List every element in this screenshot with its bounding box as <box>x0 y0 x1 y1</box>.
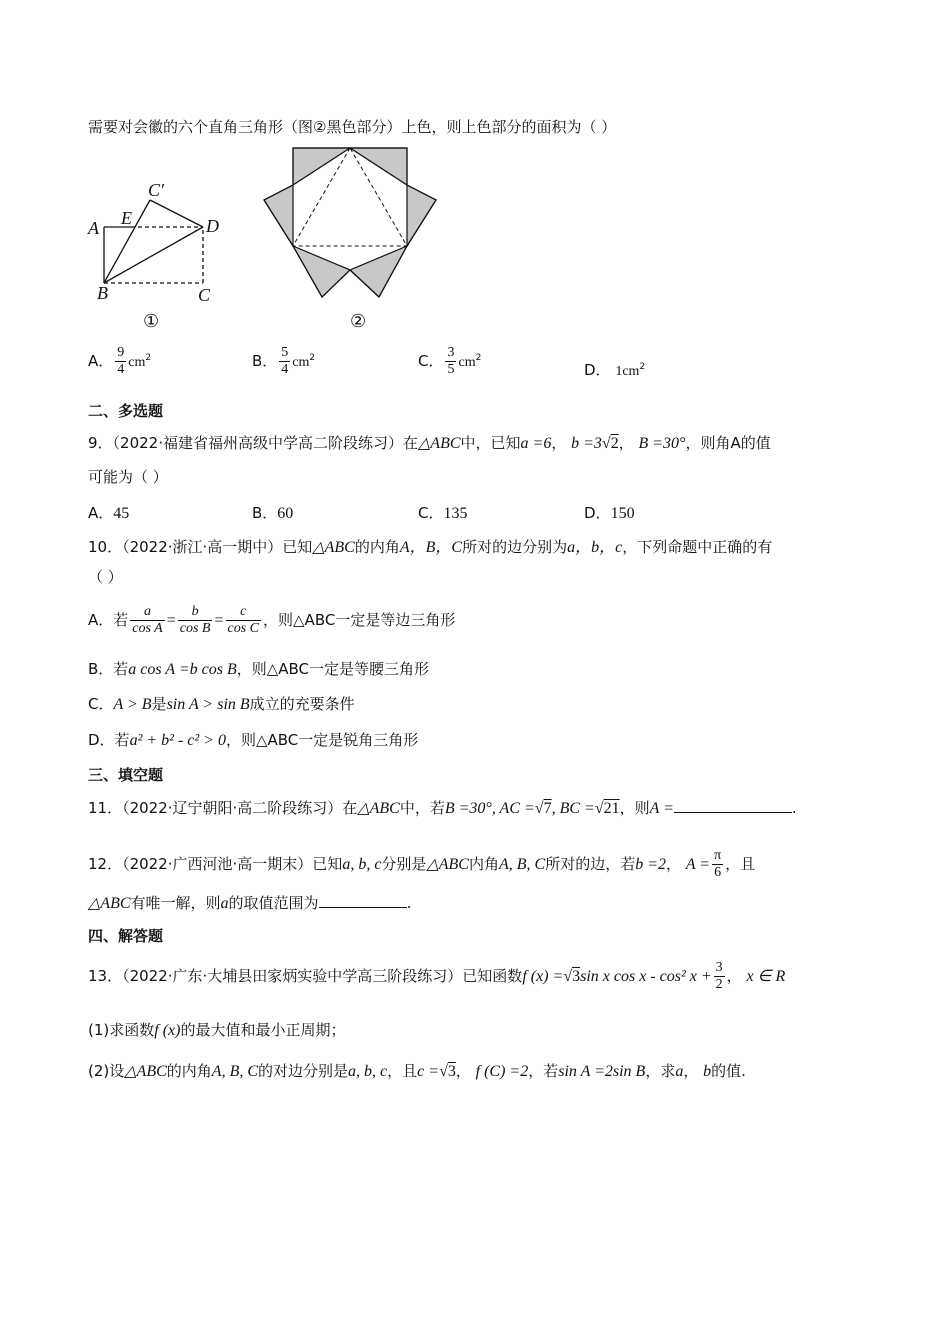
q10-line-1 <box>88 537 772 558</box>
q13-p1-label: (1)求函数 <box>88 1021 155 1039</box>
frac-den: cos C <box>227 621 260 636</box>
fig1-label-c: C <box>198 285 211 305</box>
q13-line-1: 13．（2022·广东·大埔县田家炳实验中学高三阶段练习）已知函数f (x) =√3sin x cos x - cos² x + $\frac{3}{2}$ ， x ∈ R <box>88 960 786 992</box>
fig1-label-a: A <box>88 218 99 238</box>
q13-p2-a: a <box>675 1063 684 1080</box>
q9-number: 9． <box>88 434 113 452</box>
q13-p2-sides: a, b, c <box>348 1063 388 1080</box>
section-heading-multi-choice: 二、多选题 <box>88 402 164 420</box>
q13-p2-text: 的内角 <box>166 1062 212 1080</box>
option-label: C． <box>418 352 444 370</box>
option-value: 60 <box>277 505 294 522</box>
q9-source: （2022·福建省福州高级中学高二阶段练习）在 <box>112 434 418 452</box>
frac-den: cos B <box>179 621 211 636</box>
q8-option-b[interactable]: B． $\frac{5}{4}$ $cm^2$ <box>252 345 316 377</box>
q10-sides: a，b，c <box>567 539 623 556</box>
unit: cm <box>292 355 310 370</box>
q13-p2-c-radicand: 3 <box>447 1063 456 1080</box>
q9-angle-b: B =30° <box>638 435 686 452</box>
segment-cprimed <box>150 200 203 227</box>
q11-text-2: ，则 <box>619 799 650 817</box>
q9-option-d[interactable] <box>584 503 635 524</box>
q13-p2-text-3: ，且 <box>387 1062 418 1080</box>
figure-2 <box>255 140 455 305</box>
q10-text: 的内角 <box>354 538 400 556</box>
q10-line-2: （ ） <box>88 568 123 586</box>
option-math: a cos A =b cos B <box>128 661 237 678</box>
option-text: 是 <box>151 695 167 713</box>
q11-end: . <box>791 799 797 817</box>
q13-p2-triangle: △ABC <box>124 1063 167 1080</box>
q12-end: . <box>406 894 412 912</box>
q9-triangle: △ABC <box>418 435 461 452</box>
q12-b-value: b =2 <box>635 856 667 873</box>
option-value: 135 <box>443 505 468 522</box>
q8-intro-text: 需要对会徽的六个直角三角形（图②黑色部分）上色，则上色部分的面积为（ ） <box>88 118 617 136</box>
q11-answer-label: A = <box>649 800 674 817</box>
option-text: ，则△ABC一定是等腰三角形 <box>236 660 430 678</box>
frac-den: cos A <box>132 621 163 636</box>
option-math: a² + b² - c² > 0 <box>129 732 226 749</box>
option-label: A． <box>88 352 114 370</box>
frac-den: 4 <box>117 362 125 377</box>
q13-radicand: 3 <box>572 968 581 985</box>
option-value: 1cm <box>615 364 640 379</box>
q10-option-c[interactable] <box>88 694 355 715</box>
fig1-label-d: D <box>206 216 219 236</box>
q10-text-3: ，下列命题中正确的有 <box>622 538 773 556</box>
unit: cm <box>128 355 146 370</box>
option-label: D． <box>584 504 611 522</box>
q13-p2-b: b <box>703 1063 712 1080</box>
option-label: C． <box>88 695 114 713</box>
q11-triangle: △ABC <box>357 800 400 817</box>
shaded-triangle-5 <box>293 246 350 297</box>
q9-b-radicand: 2 <box>610 435 619 452</box>
q11-text: 中，若 <box>399 799 445 817</box>
fig1-label-cprime: C′ <box>148 180 164 200</box>
q9-option-a[interactable] <box>88 503 129 524</box>
q13-part-1 <box>88 1020 345 1041</box>
option-math: A > B <box>113 696 152 713</box>
frac-num: 3 <box>715 960 723 975</box>
frac-num: 9 <box>117 345 125 360</box>
q13-p2-label: (2)设 <box>88 1062 125 1080</box>
q13-p2-text-4: ，若 <box>528 1062 559 1080</box>
q10-option-a[interactable]: A．若 $\frac{a}{\text{cos A}}$ = $\frac{b}{\text{cos B}}$ = $\frac{c}{\text{cos C}}$ ，则△ABC一定是等边三角形 <box>88 604 456 636</box>
q13-p1-function: f (x) <box>154 1022 181 1039</box>
q13-p2-text-5: ，求 <box>645 1062 676 1080</box>
unit: cm <box>458 355 476 370</box>
option-label: D． <box>584 361 611 379</box>
frac-den: 4 <box>281 362 289 377</box>
frac-den: 5 <box>447 362 455 377</box>
q9-text: 中，已知 <box>460 434 521 452</box>
option-label: A． <box>88 504 114 522</box>
q8-option-a[interactable]: A． $\frac{9}{4}$ $cm^2$ <box>88 345 152 377</box>
q11-radicand-1: 7 <box>543 800 552 817</box>
q10-option-b[interactable] <box>88 659 429 680</box>
q10-source: 10．（2022·浙江·高一期中）已知 <box>88 538 313 556</box>
option-text: ，则△ABC一定是等边三角形 <box>263 611 456 629</box>
q12-angles: A, B, C <box>498 856 546 873</box>
q11-line: 11．（2022·辽宁朝阳·高二阶段练习）在△ABC中，若B =30°, AC =√7, BC =√21，则A = . <box>88 799 797 817</box>
q11-source: 11．（2022·辽宁朝阳·高二阶段练习）在 <box>88 799 358 817</box>
frac-num: 5 <box>281 345 289 360</box>
option-text: ，则△ABC一定是锐角三角形 <box>225 731 419 749</box>
fig1-label-e: E <box>121 208 132 228</box>
q9-option-c[interactable] <box>418 503 467 524</box>
q13-domain: x ∈ R <box>746 968 786 985</box>
q9-text-2: ，则角A的值 <box>685 434 771 452</box>
frac-num: c <box>226 604 262 621</box>
q12-answer-blank[interactable] <box>319 893 407 908</box>
q12-a-var: a <box>220 895 229 912</box>
q12-text-6: 的取值范围为 <box>228 894 319 912</box>
frac-den: 6 <box>714 865 722 880</box>
q10-text-2: 所对的边分别为 <box>462 538 568 556</box>
shaded-triangle-6 <box>350 246 407 297</box>
q12-text-4: ，且 <box>725 855 756 873</box>
q12-text-3: 所对的边，若 <box>545 855 636 873</box>
q13-function: f (x) = <box>522 968 564 985</box>
frac-num: b <box>178 604 213 621</box>
option-value: 150 <box>610 505 635 522</box>
option-label: D．若 <box>88 731 130 749</box>
q12-line-2 <box>88 893 411 914</box>
q13-part-2: (2)设△ABC的内角A, B, C的对边分别是a, b, c，且c =√3， f (C) =2，若sin A =2sin B，求a， b的值. <box>88 1062 746 1080</box>
option-label: B． <box>252 352 278 370</box>
q12-text: 分别是 <box>381 855 427 873</box>
option-label: B． <box>252 504 278 522</box>
q11-answer-blank[interactable] <box>674 798 792 813</box>
q8-option-d[interactable]: D． $1cm^2$ <box>584 361 646 379</box>
q12-a-angle: A = <box>685 856 711 873</box>
shaded-triangle-3 <box>264 185 293 246</box>
section-heading-solve: 四、解答题 <box>88 927 164 945</box>
q10-angles: A，B，C <box>399 539 463 556</box>
q11-condition: B =30°, AC = <box>444 800 535 817</box>
q11-condition-2: , BC = <box>551 800 595 817</box>
q13-source: 13．（2022·广东·大埔县田家炳实验中学高三阶段练习）已知函数 <box>88 967 523 985</box>
q13-p2-end: 的值. <box>711 1062 746 1080</box>
q12-text-2: 内角 <box>468 855 499 873</box>
q9-a-value: a =6 <box>520 435 552 452</box>
q11-radicand-2: 21 <box>603 800 620 817</box>
frac-num: π <box>714 848 722 863</box>
option-label: B．若 <box>88 660 129 678</box>
section-heading-fill-in: 三、填空题 <box>88 766 164 784</box>
q13-p2-fc: f (C) =2 <box>475 1063 529 1080</box>
q13-expression: sin x cos x - cos² x + <box>580 968 712 985</box>
option-label: A．若 <box>88 611 129 629</box>
q13-p2-sin: sin A =2sin B <box>558 1063 646 1080</box>
q13-p1-text: 的最大值和最小正周期； <box>180 1021 346 1039</box>
shaded-triangle-4 <box>407 185 436 246</box>
q12-source: 12．（2022·广西河池·高一期末）已知 <box>88 855 343 873</box>
fig2-caption: ② <box>350 311 367 332</box>
q13-p2-text-2: 的对边分别是 <box>258 1062 349 1080</box>
q12-sides: a, b, c <box>342 856 382 873</box>
q12-line-1: 12．（2022·广西河池·高一期末）已知a, b, c分别是△ABC内角A, B, C所对的边，若b =2， A = $\frac{\pi}{6}$ ，且 <box>88 848 756 880</box>
option-value: 45 <box>113 505 130 522</box>
q12-triangle-2: △ABC <box>88 895 131 912</box>
q9-line-1: 9．（2022·福建省福州高级中学高二阶段练习）在△ABC中，已知a =6， b =3√2， B =30°，则角A的值 <box>88 434 771 452</box>
q9-b-value: b =3 <box>571 435 602 452</box>
frac-num: 3 <box>447 345 455 360</box>
frac-num: a <box>130 604 164 621</box>
q13-p2-c: c = <box>417 1063 440 1080</box>
q10-triangle: △ABC <box>312 539 355 556</box>
option-text-2: 成立的充要条件 <box>249 695 355 713</box>
option-math-2: sin A > sin B <box>166 696 250 713</box>
fig1-caption: ① <box>143 311 160 332</box>
fig1-label-b: B <box>97 283 108 303</box>
q10-option-d[interactable] <box>88 730 418 751</box>
frac-den: 2 <box>715 977 723 992</box>
q9-line-2: 可能为（ ） <box>88 468 168 486</box>
q13-p2-angles: A, B, C <box>211 1063 259 1080</box>
q12-triangle: △ABC <box>426 856 469 873</box>
q9-option-b[interactable] <box>252 503 293 524</box>
q12-text-5: 有唯一解，则 <box>130 894 221 912</box>
q8-option-c[interactable]: C． $\frac{3}{5}$ $cm^2$ <box>418 345 482 377</box>
option-label: C． <box>418 504 444 522</box>
